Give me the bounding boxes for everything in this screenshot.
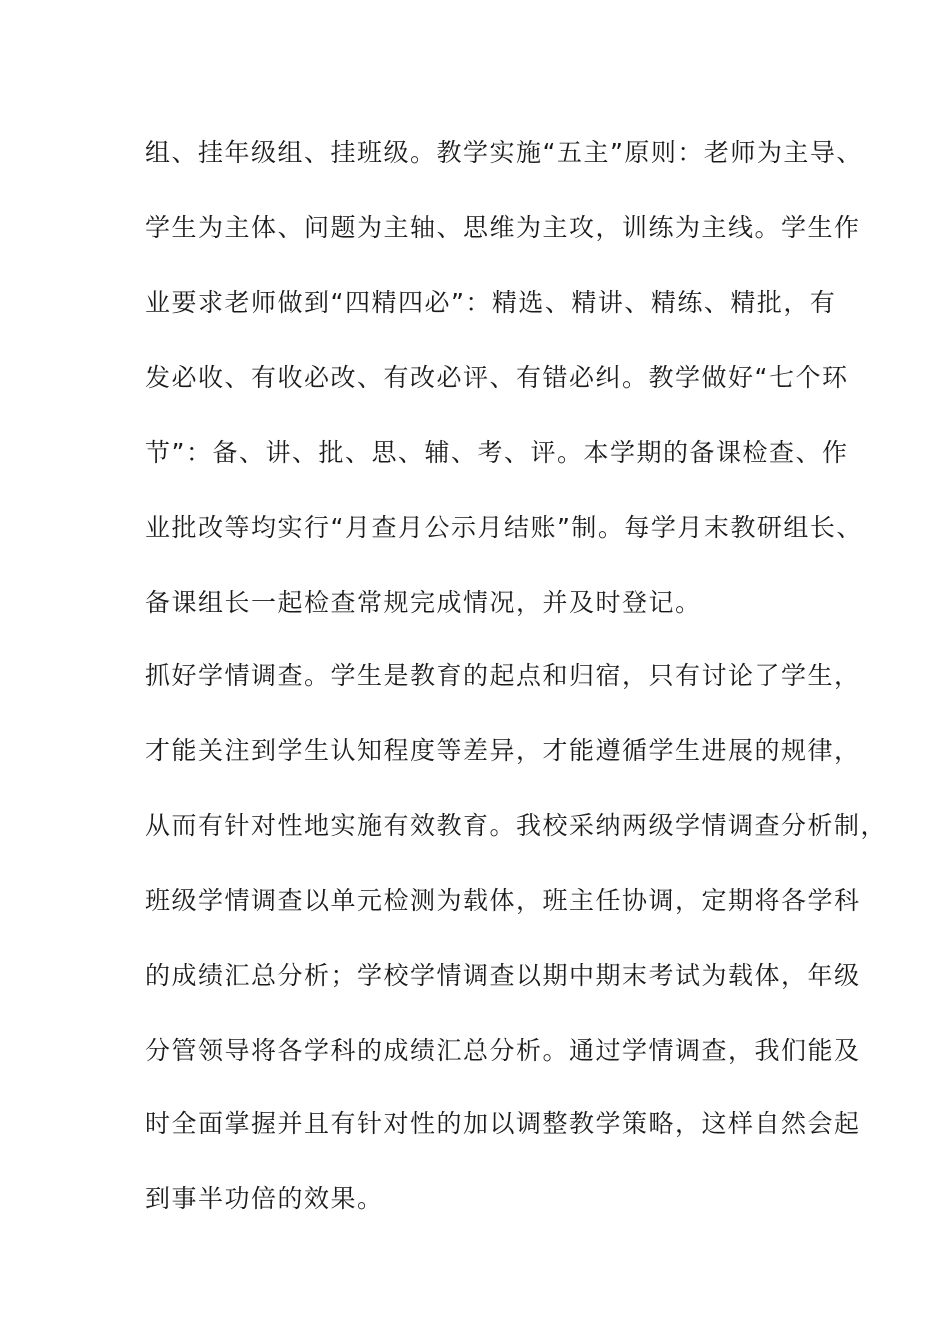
text-line: 抓好学情调查。学生是教育的起点和归宿，只有讨论了学生， [145,661,861,690]
text-line: 时全面掌握并且有针对性的加以调整教学策略，这样自然会起 [145,1109,861,1138]
text-line: 备课组长一起检查常规完成情况，并及时登记。 [145,588,702,617]
text-line: 业批改等均实行“月查月公示月结账”制。每学月末教研组长、 [145,513,863,542]
text-line: 班级学情调查以单元检测为载体，班主任协调，定期将各学科 [145,886,861,915]
text-line: 发必收、有收必改、有改必评、有错必纠。教学做好“七个环 [145,363,849,392]
text-line: 节”：备、讲、批、思、辅、考、评。本学期的备课检查、作 [145,438,849,467]
text-line: 业要求老师做到“四精四必”：精选、精讲、精练、精批，有 [145,288,837,317]
text-line: 组、挂年级组、挂班级。教学实施“五主”原则：老师为主导、 [145,138,863,167]
text-line: 的成绩汇总分析；学校学情调查以期中期末考试为载体，年级 [145,961,861,990]
text-line: 到事半功倍的效果。 [145,1184,384,1213]
text-line: 才能关注到学生认知程度等差异，才能遵循学生进展的规律， [145,736,861,765]
text-line: 分管领导将各学科的成绩汇总分析。通过学情调查，我们能及 [145,1036,861,1065]
text-line: 从而有针对性地实施有效教育。我校采纳两级学情调查分析制， [145,811,888,840]
text-line: 学生为主体、问题为主轴、思维为主攻，训练为主线。学生作 [145,213,861,242]
